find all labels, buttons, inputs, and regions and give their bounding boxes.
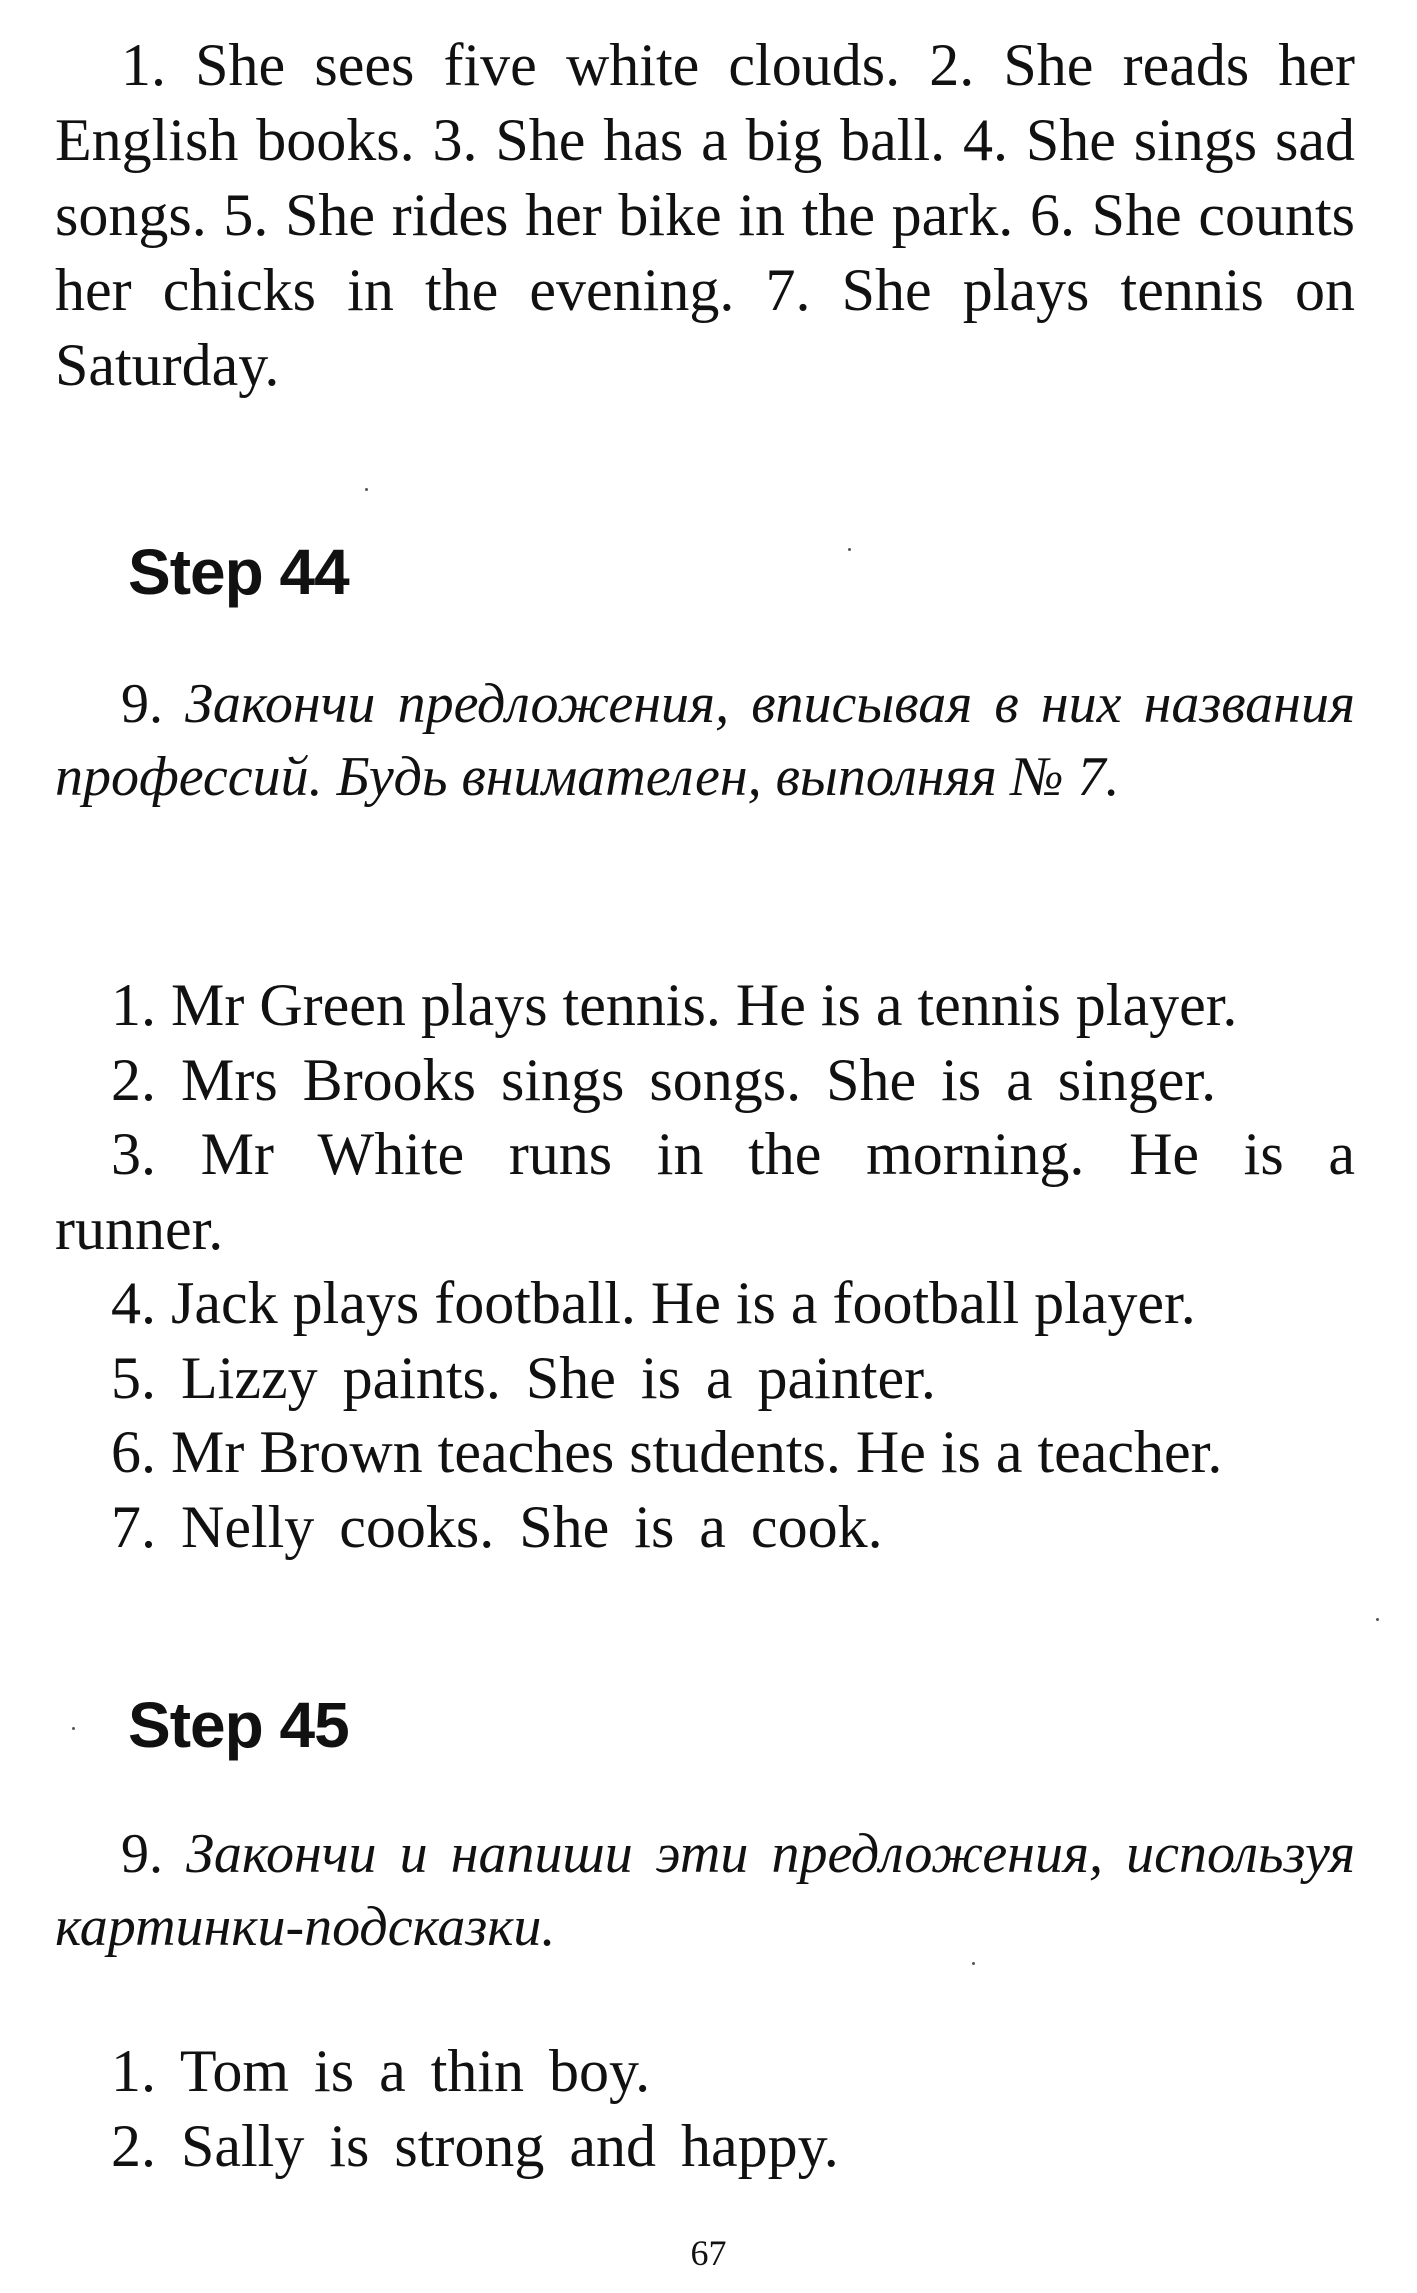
step-45-answer-2: 2. Sally is strong and happy. xyxy=(111,2112,839,2179)
step-44-answer-4: 4. Jack plays football. He is a football player. xyxy=(111,1270,1196,1336)
scan-speck xyxy=(365,488,368,491)
step-44-answer-1: 1. Mr Green plays tennis. He is a tennis player. xyxy=(111,972,1238,1038)
step-44-answer-3: 3. Mr White runs in the morning. He is a runner. xyxy=(55,1121,1355,1262)
page-number: 67 xyxy=(690,2233,727,2273)
step-44-answer-5: 5. Lizzy paints. She is a painter. xyxy=(111,1344,936,1411)
step-45-answers xyxy=(55,2034,1355,2183)
scan-speck xyxy=(972,1962,975,1965)
step-44-task-text: Закончи предложения, вписывая в них названия профессий. Будь внимателен, выполняя № 7. xyxy=(55,673,1355,808)
step-45-answer-1: 1. Tom is a thin boy. xyxy=(111,2038,651,2104)
step-45-heading: Step 45 xyxy=(128,1689,349,1761)
step-44-task xyxy=(55,668,1355,814)
scan-speck xyxy=(1376,1618,1379,1621)
step-44-task-number: 9. xyxy=(121,673,163,735)
step-44-answers xyxy=(55,968,1355,1564)
scan-speck xyxy=(848,548,851,551)
intro-paragraph: 1. She sees five white clouds. 2. She reads her English books. 3. She has a big ball. 4. She sings sad songs. 5. She rides her bike in the park. 6. She counts her chicks in the evening. 7. She plays tennis on Saturday. xyxy=(55,32,1355,398)
step-45-task-number: 9. xyxy=(121,1823,163,1885)
step-44-answer-6: 6. Mr Brown teaches students. He is a teacher. xyxy=(111,1419,1223,1485)
scan-speck xyxy=(72,1727,75,1730)
step-44-answer-2: 2. Mrs Brooks sings songs. She is a singer. xyxy=(111,1046,1217,1113)
step-45-task-text: Закончи и напиши эти предложения, используя картинки-подсказки. xyxy=(55,1823,1356,1958)
step-44-answer-7: 7. Nelly cooks. She is a cook. xyxy=(111,1493,883,1560)
step-45-task xyxy=(55,1818,1355,1964)
step-44-heading: Step 44 xyxy=(128,536,349,608)
